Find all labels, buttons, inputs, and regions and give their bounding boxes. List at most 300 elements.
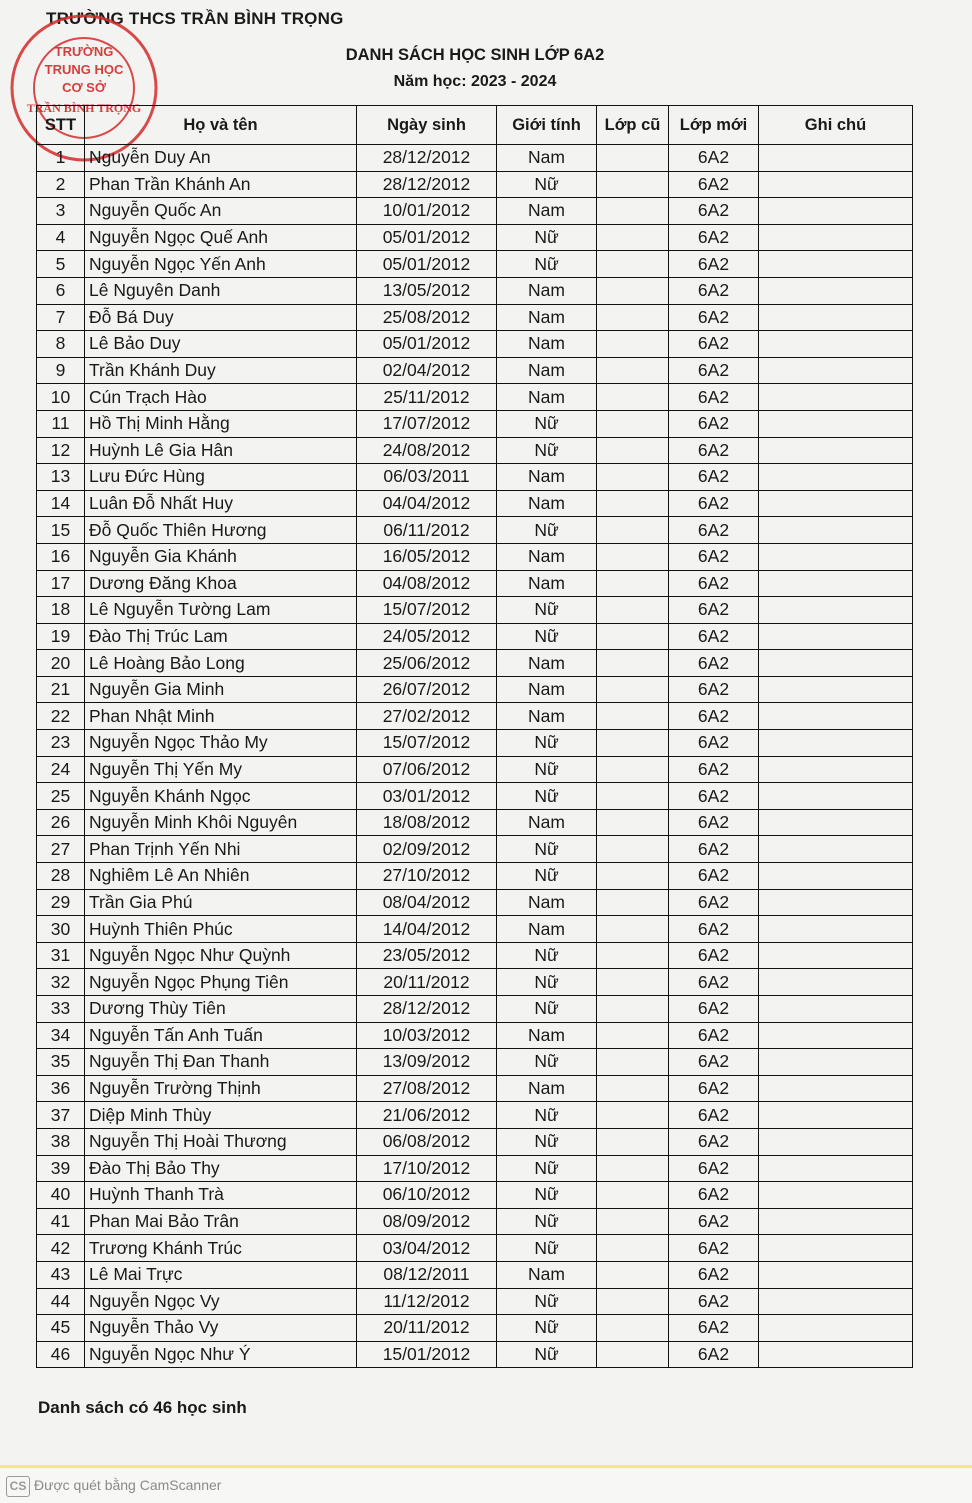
table-row bbox=[37, 1182, 913, 1209]
table-row bbox=[37, 171, 913, 198]
cell-name: Phan Nhật Minh bbox=[85, 703, 357, 730]
table-row bbox=[37, 863, 913, 890]
col-header-name: Họ và tên bbox=[85, 106, 357, 145]
cell-dob: 08/12/2011 bbox=[357, 1261, 497, 1288]
cell-stt: 31 bbox=[37, 942, 85, 969]
svg-text:TRUNG HỌC: TRUNG HỌC bbox=[44, 62, 124, 77]
cell-old-class bbox=[597, 889, 669, 916]
table-row bbox=[37, 969, 913, 996]
cell-dob: 15/01/2012 bbox=[357, 1341, 497, 1368]
cell-note bbox=[759, 277, 913, 304]
cell-dob: 14/04/2012 bbox=[357, 916, 497, 943]
cell-dob: 06/08/2012 bbox=[357, 1128, 497, 1155]
cell-new-class: 6A2 bbox=[669, 543, 759, 570]
cell-old-class bbox=[597, 730, 669, 757]
cell-note bbox=[759, 1341, 913, 1368]
cell-gender: Nữ bbox=[497, 836, 597, 863]
cell-gender: Nam bbox=[497, 809, 597, 836]
table-row bbox=[37, 836, 913, 863]
student-list-table bbox=[36, 105, 913, 1368]
cell-dob: 20/11/2012 bbox=[357, 969, 497, 996]
cell-name: Dương Đăng Khoa bbox=[85, 570, 357, 597]
cell-note bbox=[759, 570, 913, 597]
table-row bbox=[37, 730, 913, 757]
cell-name: Nguyễn Duy An bbox=[85, 145, 357, 172]
cell-name: Nguyễn Ngọc Quế Anh bbox=[85, 224, 357, 251]
cell-note bbox=[759, 1315, 913, 1342]
table-row bbox=[37, 942, 913, 969]
cell-note bbox=[759, 145, 913, 172]
cell-new-class: 6A2 bbox=[669, 889, 759, 916]
camscanner-logo-icon: CS bbox=[6, 1476, 30, 1497]
cell-dob: 24/08/2012 bbox=[357, 437, 497, 464]
cell-gender: Nam bbox=[497, 916, 597, 943]
table-row bbox=[37, 198, 913, 225]
cell-old-class bbox=[597, 1208, 669, 1235]
cell-dob: 25/08/2012 bbox=[357, 304, 497, 331]
cell-gender: Nữ bbox=[497, 410, 597, 437]
cell-old-class bbox=[597, 1341, 669, 1368]
cell-old-class bbox=[597, 703, 669, 730]
cell-old-class bbox=[597, 1102, 669, 1129]
cell-gender: Nữ bbox=[497, 1288, 597, 1315]
cell-old-class bbox=[597, 756, 669, 783]
cell-gender: Nam bbox=[497, 703, 597, 730]
cell-name: Nguyễn Minh Khôi Nguyên bbox=[85, 809, 357, 836]
cell-name: Trần Khánh Duy bbox=[85, 357, 357, 384]
cell-new-class: 6A2 bbox=[669, 809, 759, 836]
cell-old-class bbox=[597, 836, 669, 863]
cell-new-class: 6A2 bbox=[669, 650, 759, 677]
cell-stt: 29 bbox=[37, 889, 85, 916]
cell-old-class bbox=[597, 464, 669, 491]
cell-new-class: 6A2 bbox=[669, 570, 759, 597]
cell-old-class bbox=[597, 863, 669, 890]
cell-stt: 25 bbox=[37, 783, 85, 810]
cell-name: Nguyễn Tấn Anh Tuấn bbox=[85, 1022, 357, 1049]
cell-name: Nguyễn Trường Thịnh bbox=[85, 1075, 357, 1102]
cell-note bbox=[759, 1288, 913, 1315]
col-header-gender: Giới tính bbox=[497, 106, 597, 145]
col-header-stt: STT bbox=[37, 106, 85, 145]
col-header-dob: Ngày sinh bbox=[357, 106, 497, 145]
cell-new-class: 6A2 bbox=[669, 1182, 759, 1209]
cell-new-class: 6A2 bbox=[669, 1341, 759, 1368]
table-row bbox=[37, 517, 913, 544]
cell-dob: 13/09/2012 bbox=[357, 1049, 497, 1076]
cell-name: Lê Mai Trực bbox=[85, 1261, 357, 1288]
cell-gender: Nữ bbox=[497, 942, 597, 969]
cell-new-class: 6A2 bbox=[669, 1208, 759, 1235]
table-row bbox=[37, 490, 913, 517]
cell-new-class: 6A2 bbox=[669, 410, 759, 437]
cell-stt: 19 bbox=[37, 623, 85, 650]
table-row bbox=[37, 224, 913, 251]
cell-gender: Nam bbox=[497, 650, 597, 677]
cell-stt: 42 bbox=[37, 1235, 85, 1262]
cell-old-class bbox=[597, 597, 669, 624]
table-row bbox=[37, 251, 913, 278]
cell-dob: 15/07/2012 bbox=[357, 597, 497, 624]
cell-gender: Nữ bbox=[497, 969, 597, 996]
svg-text:TRƯỜNG: TRƯỜNG bbox=[54, 44, 114, 59]
table-row bbox=[37, 650, 913, 677]
cell-old-class bbox=[597, 1315, 669, 1342]
cell-stt: 30 bbox=[37, 916, 85, 943]
cell-dob: 05/01/2012 bbox=[357, 251, 497, 278]
cell-dob: 13/05/2012 bbox=[357, 277, 497, 304]
cell-stt: 4 bbox=[37, 224, 85, 251]
cell-new-class: 6A2 bbox=[669, 304, 759, 331]
cell-old-class bbox=[597, 490, 669, 517]
cell-dob: 16/05/2012 bbox=[357, 543, 497, 570]
cell-name: Huỳnh Thanh Trà bbox=[85, 1182, 357, 1209]
cell-old-class bbox=[597, 1075, 669, 1102]
cell-name: Lê Hoàng Bảo Long bbox=[85, 650, 357, 677]
cell-dob: 05/01/2012 bbox=[357, 331, 497, 358]
cell-old-class bbox=[597, 1022, 669, 1049]
cell-gender: Nữ bbox=[497, 623, 597, 650]
scanner-watermark-bar bbox=[0, 1465, 972, 1503]
cell-stt: 46 bbox=[37, 1341, 85, 1368]
cell-note bbox=[759, 1102, 913, 1129]
table-row bbox=[37, 1288, 913, 1315]
cell-note bbox=[759, 1182, 913, 1209]
cell-stt: 20 bbox=[37, 650, 85, 677]
cell-dob: 25/06/2012 bbox=[357, 650, 497, 677]
cell-gender: Nam bbox=[497, 889, 597, 916]
cell-new-class: 6A2 bbox=[669, 1075, 759, 1102]
cell-gender: Nữ bbox=[497, 171, 597, 198]
table-row bbox=[37, 1341, 913, 1368]
cell-dob: 06/10/2012 bbox=[357, 1182, 497, 1209]
cell-old-class bbox=[597, 145, 669, 172]
cell-stt: 27 bbox=[37, 836, 85, 863]
cell-note bbox=[759, 836, 913, 863]
cell-new-class: 6A2 bbox=[669, 384, 759, 411]
cell-name: Nguyễn Thị Đan Thanh bbox=[85, 1049, 357, 1076]
scanner-watermark-text: Được quét bằng CamScanner bbox=[34, 1477, 222, 1493]
cell-name: Cún Trạch Hào bbox=[85, 384, 357, 411]
cell-note bbox=[759, 996, 913, 1023]
cell-old-class bbox=[597, 304, 669, 331]
cell-name: Nguyễn Ngọc Vy bbox=[85, 1288, 357, 1315]
cell-gender: Nam bbox=[497, 1022, 597, 1049]
cell-new-class: 6A2 bbox=[669, 464, 759, 491]
cell-old-class bbox=[597, 570, 669, 597]
cell-note bbox=[759, 676, 913, 703]
cell-name: Đào Thị Bảo Thy bbox=[85, 1155, 357, 1182]
cell-note bbox=[759, 543, 913, 570]
cell-dob: 23/05/2012 bbox=[357, 942, 497, 969]
cell-dob: 24/05/2012 bbox=[357, 623, 497, 650]
cell-name: Lưu Đức Hùng bbox=[85, 464, 357, 491]
cell-dob: 04/04/2012 bbox=[357, 490, 497, 517]
cell-gender: Nữ bbox=[497, 1182, 597, 1209]
cell-stt: 7 bbox=[37, 304, 85, 331]
cell-old-class bbox=[597, 650, 669, 677]
cell-old-class bbox=[597, 783, 669, 810]
cell-stt: 11 bbox=[37, 410, 85, 437]
cell-name: Nguyễn Gia Khánh bbox=[85, 543, 357, 570]
cell-gender: Nam bbox=[497, 1075, 597, 1102]
cell-name: Dương Thùy Tiên bbox=[85, 996, 357, 1023]
cell-dob: 17/10/2012 bbox=[357, 1155, 497, 1182]
cell-old-class bbox=[597, 437, 669, 464]
cell-name: Trương Khánh Trúc bbox=[85, 1235, 357, 1262]
cell-old-class bbox=[597, 969, 669, 996]
cell-stt: 17 bbox=[37, 570, 85, 597]
cell-dob: 27/02/2012 bbox=[357, 703, 497, 730]
cell-old-class bbox=[597, 198, 669, 225]
cell-name: Luân Đỗ Nhất Huy bbox=[85, 490, 357, 517]
cell-dob: 05/01/2012 bbox=[357, 224, 497, 251]
cell-old-class bbox=[597, 623, 669, 650]
cell-gender: Nam bbox=[497, 543, 597, 570]
cell-new-class: 6A2 bbox=[669, 863, 759, 890]
table-row bbox=[37, 756, 913, 783]
cell-name: Huỳnh Lê Gia Hân bbox=[85, 437, 357, 464]
col-header-note: Ghi chú bbox=[759, 106, 913, 145]
table-row bbox=[37, 916, 913, 943]
cell-old-class bbox=[597, 384, 669, 411]
cell-stt: 9 bbox=[37, 357, 85, 384]
cell-name: Đào Thị Trúc Lam bbox=[85, 623, 357, 650]
cell-dob: 06/11/2012 bbox=[357, 517, 497, 544]
table-row bbox=[37, 570, 913, 597]
cell-dob: 28/12/2012 bbox=[357, 145, 497, 172]
cell-stt: 35 bbox=[37, 1049, 85, 1076]
cell-old-class bbox=[597, 1049, 669, 1076]
cell-old-class bbox=[597, 996, 669, 1023]
cell-stt: 36 bbox=[37, 1075, 85, 1102]
cell-note bbox=[759, 517, 913, 544]
cell-new-class: 6A2 bbox=[669, 357, 759, 384]
cell-stt: 39 bbox=[37, 1155, 85, 1182]
cell-dob: 07/06/2012 bbox=[357, 756, 497, 783]
cell-stt: 37 bbox=[37, 1102, 85, 1129]
cell-note bbox=[759, 889, 913, 916]
table-row bbox=[37, 1155, 913, 1182]
cell-old-class bbox=[597, 543, 669, 570]
cell-stt: 32 bbox=[37, 969, 85, 996]
cell-name: Đỗ Quốc Thiên Hương bbox=[85, 517, 357, 544]
cell-gender: Nam bbox=[497, 384, 597, 411]
cell-note bbox=[759, 809, 913, 836]
cell-note bbox=[759, 304, 913, 331]
cell-note bbox=[759, 703, 913, 730]
table-row bbox=[37, 357, 913, 384]
cell-stt: 24 bbox=[37, 756, 85, 783]
svg-text:CƠ SỞ: CƠ SỞ bbox=[62, 80, 106, 95]
cell-dob: 02/04/2012 bbox=[357, 357, 497, 384]
cell-stt: 21 bbox=[37, 676, 85, 703]
cell-name: Nguyễn Quốc An bbox=[85, 198, 357, 225]
table-row bbox=[37, 703, 913, 730]
cell-new-class: 6A2 bbox=[669, 676, 759, 703]
col-header-old-class: Lớp cũ bbox=[597, 106, 669, 145]
cell-dob: 27/08/2012 bbox=[357, 1075, 497, 1102]
cell-old-class bbox=[597, 410, 669, 437]
cell-note bbox=[759, 1049, 913, 1076]
cell-stt: 6 bbox=[37, 277, 85, 304]
cell-old-class bbox=[597, 357, 669, 384]
cell-stt: 10 bbox=[37, 384, 85, 411]
cell-name: Trần Gia Phú bbox=[85, 889, 357, 916]
cell-name: Lê Nguyên Danh bbox=[85, 277, 357, 304]
cell-stt: 22 bbox=[37, 703, 85, 730]
cell-note bbox=[759, 863, 913, 890]
cell-new-class: 6A2 bbox=[669, 1235, 759, 1262]
cell-new-class: 6A2 bbox=[669, 490, 759, 517]
school-name: TRƯỜNG THCS TRẦN BÌNH TRỌNG bbox=[46, 9, 344, 28]
cell-new-class: 6A2 bbox=[669, 198, 759, 225]
cell-dob: 04/08/2012 bbox=[357, 570, 497, 597]
table-row bbox=[37, 145, 913, 172]
cell-gender: Nữ bbox=[497, 783, 597, 810]
cell-gender: Nam bbox=[497, 357, 597, 384]
cell-old-class bbox=[597, 277, 669, 304]
cell-gender: Nữ bbox=[497, 1049, 597, 1076]
cell-stt: 43 bbox=[37, 1261, 85, 1288]
cell-old-class bbox=[597, 916, 669, 943]
table-row bbox=[37, 1261, 913, 1288]
cell-dob: 10/01/2012 bbox=[357, 198, 497, 225]
cell-new-class: 6A2 bbox=[669, 996, 759, 1023]
student-count-summary: Danh sách có 46 học sinh bbox=[38, 1398, 247, 1417]
table-row bbox=[37, 1208, 913, 1235]
cell-dob: 26/07/2012 bbox=[357, 676, 497, 703]
document-title: DANH SÁCH HỌC SINH LỚP 6A2 bbox=[345, 46, 605, 64]
cell-stt: 2 bbox=[37, 171, 85, 198]
cell-old-class bbox=[597, 809, 669, 836]
cell-gender: Nam bbox=[497, 277, 597, 304]
cell-old-class bbox=[597, 1235, 669, 1262]
cell-gender: Nữ bbox=[497, 730, 597, 757]
cell-gender: Nam bbox=[497, 490, 597, 517]
cell-dob: 03/04/2012 bbox=[357, 1235, 497, 1262]
cell-new-class: 6A2 bbox=[669, 969, 759, 996]
table-row bbox=[37, 304, 913, 331]
cell-old-class bbox=[597, 676, 669, 703]
cell-dob: 25/11/2012 bbox=[357, 384, 497, 411]
cell-new-class: 6A2 bbox=[669, 1102, 759, 1129]
cell-stt: 34 bbox=[37, 1022, 85, 1049]
cell-dob: 21/06/2012 bbox=[357, 1102, 497, 1129]
cell-name: Nguyễn Thị Hoài Thương bbox=[85, 1128, 357, 1155]
cell-gender: Nữ bbox=[497, 756, 597, 783]
cell-note bbox=[759, 1155, 913, 1182]
cell-stt: 3 bbox=[37, 198, 85, 225]
cell-name: Nghiêm Lê An Nhiên bbox=[85, 863, 357, 890]
table-row bbox=[37, 1049, 913, 1076]
cell-stt: 12 bbox=[37, 437, 85, 464]
cell-name: Phan Trịnh Yến Nhi bbox=[85, 836, 357, 863]
cell-new-class: 6A2 bbox=[669, 836, 759, 863]
cell-name: Nguyễn Khánh Ngọc bbox=[85, 783, 357, 810]
cell-stt: 40 bbox=[37, 1182, 85, 1209]
cell-name: Nguyễn Ngọc Thảo My bbox=[85, 730, 357, 757]
cell-stt: 18 bbox=[37, 597, 85, 624]
table-row bbox=[37, 889, 913, 916]
cell-note bbox=[759, 224, 913, 251]
cell-dob: 08/09/2012 bbox=[357, 1208, 497, 1235]
cell-gender: Nữ bbox=[497, 1315, 597, 1342]
table-row bbox=[37, 384, 913, 411]
cell-gender: Nữ bbox=[497, 437, 597, 464]
cell-note bbox=[759, 1075, 913, 1102]
table-row bbox=[37, 277, 913, 304]
cell-stt: 15 bbox=[37, 517, 85, 544]
cell-new-class: 6A2 bbox=[669, 1022, 759, 1049]
cell-name: Nguyễn Thị Yến My bbox=[85, 756, 357, 783]
cell-note bbox=[759, 490, 913, 517]
cell-name: Nguyễn Gia Minh bbox=[85, 676, 357, 703]
cell-gender: Nữ bbox=[497, 863, 597, 890]
cell-old-class bbox=[597, 942, 669, 969]
cell-stt: 13 bbox=[37, 464, 85, 491]
cell-old-class bbox=[597, 331, 669, 358]
table-row bbox=[37, 623, 913, 650]
cell-dob: 27/10/2012 bbox=[357, 863, 497, 890]
cell-name: Nguyễn Ngọc Như Quỳnh bbox=[85, 942, 357, 969]
cell-note bbox=[759, 1235, 913, 1262]
cell-new-class: 6A2 bbox=[669, 942, 759, 969]
table-row bbox=[37, 1102, 913, 1129]
cell-note bbox=[759, 1128, 913, 1155]
cell-new-class: 6A2 bbox=[669, 171, 759, 198]
cell-new-class: 6A2 bbox=[669, 1315, 759, 1342]
cell-name: Đỗ Bá Duy bbox=[85, 304, 357, 331]
cell-gender: Nữ bbox=[497, 1341, 597, 1368]
cell-gender: Nam bbox=[497, 570, 597, 597]
table-row bbox=[37, 1075, 913, 1102]
cell-note bbox=[759, 251, 913, 278]
cell-stt: 14 bbox=[37, 490, 85, 517]
table-row bbox=[37, 1315, 913, 1342]
cell-new-class: 6A2 bbox=[669, 916, 759, 943]
cell-old-class bbox=[597, 1155, 669, 1182]
table-row bbox=[37, 809, 913, 836]
school-year: Năm học: 2023 - 2024 bbox=[393, 73, 557, 90]
cell-name: Huỳnh Thiên Phúc bbox=[85, 916, 357, 943]
cell-gender: Nữ bbox=[497, 996, 597, 1023]
cell-stt: 45 bbox=[37, 1315, 85, 1342]
cell-note bbox=[759, 331, 913, 358]
cell-new-class: 6A2 bbox=[669, 224, 759, 251]
cell-note bbox=[759, 942, 913, 969]
cell-gender: Nữ bbox=[497, 1128, 597, 1155]
cell-new-class: 6A2 bbox=[669, 331, 759, 358]
cell-gender: Nam bbox=[497, 145, 597, 172]
cell-name: Nguyễn Ngọc Như Ý bbox=[85, 1341, 357, 1368]
table-row bbox=[37, 331, 913, 358]
cell-gender: Nữ bbox=[497, 1102, 597, 1129]
cell-new-class: 6A2 bbox=[669, 145, 759, 172]
cell-dob: 28/12/2012 bbox=[357, 171, 497, 198]
cell-dob: 20/11/2012 bbox=[357, 1315, 497, 1342]
cell-old-class bbox=[597, 171, 669, 198]
cell-dob: 08/04/2012 bbox=[357, 889, 497, 916]
cell-stt: 23 bbox=[37, 730, 85, 757]
cell-dob: 18/08/2012 bbox=[357, 809, 497, 836]
table-row bbox=[37, 1128, 913, 1155]
cell-new-class: 6A2 bbox=[669, 1128, 759, 1155]
cell-name: Diệp Minh Thùy bbox=[85, 1102, 357, 1129]
cell-note bbox=[759, 1261, 913, 1288]
svg-text:TRẦN BÌNH TRỌNG: TRẦN BÌNH TRỌNG bbox=[26, 101, 142, 115]
cell-gender: Nam bbox=[497, 331, 597, 358]
